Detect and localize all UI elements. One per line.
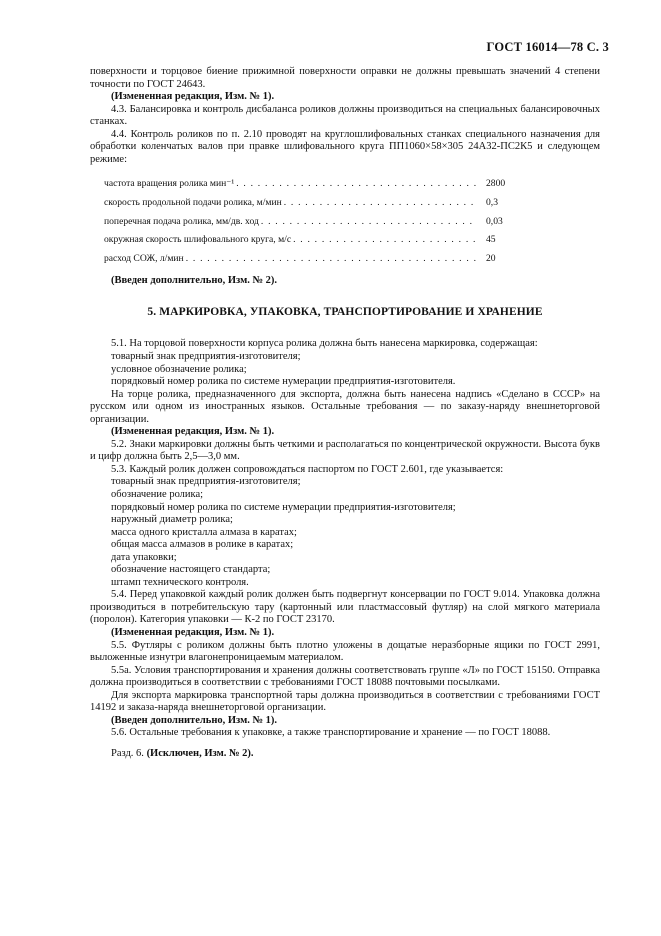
parameter-value: 20 [486,252,496,264]
section-6-prefix: Разд. 6. [111,747,147,759]
parameter-row [104,197,524,216]
parameter-label: частота вращения ролика мин⁻¹ [104,178,235,190]
section-5-paragraph: 5.5а. Условия транспортирования и хранения должны соответствовать группе «Л» по ГОСТ 15150. Отправка должна производиться в соответствии с требованиями ГОСТ 18088 почтовыми посылками. [90,664,600,689]
section-5-paragraph: 5.6. Остальные требования к упаковке, а также транспортирование и хранение — по ГОСТ 18088. [111,727,551,739]
mode-parameters-list [104,178,524,271]
section-5-paragraph: товарный знак предприятия-изготовителя; [111,476,301,488]
section-5-paragraph: 5.5. Футляры с роликом должны быть плотно уложены в дощатые неразборные ящики по ГОСТ 2991, выложенные изнутри влагонепроницаемым материалом. [90,639,600,664]
parameter-row [104,216,524,235]
section-5-paragraph: условное обозначение ролика; [111,363,247,375]
parameter-row [104,234,524,253]
introduced-note: (Введен дополнительно, Изм. № 2). [111,275,278,287]
section-title: 5. МАРКИРОВКА, УПАКОВКА, ТРАНСПОРТИРОВАНИЕ И ХРАНЕНИЕ [147,305,543,318]
section-5-paragraph: масса одного кристалла алмаза в каратах; [111,526,297,538]
section-5-paragraph: (Измененная редакция, Изм. № 1). [111,627,275,639]
document-body [90,66,600,760]
section-4-paragraph: 4.4. Контроль роликов по п. 2.10 проводят на круглошлифовальных станках специального назначения для обработки коленчатых валов при правке шлифовального круга ПП1060×58×305 24А32-ПС2К5 и следующем режиме: [90,128,600,165]
section-4-paragraph: 4.3. Балансировка и контроль дисбаланса роликов должны производиться на специальных балансировочных станках. [90,103,600,128]
parameter-value: 45 [486,234,496,246]
parameter-row [104,253,524,272]
section-5-paragraph: обозначение настоящего стандарта; [111,564,271,576]
parameter-label: окружная скорость шлифовального круга, м/с [104,234,292,246]
section-5-paragraph: (Введен дополнительно, Изм. № 1). [111,714,278,726]
section-5-paragraph: На торце ролика, предназначенного для экспорта, должна быть нанесена надпись «Сделано в СССР» на русском или одном из иностранных языков. Остальные требования — по заказу-наряду внешнеторговой организации. [90,388,600,425]
section-5-paragraph: дата упаковки; [111,551,177,563]
page-header: ГОСТ 16014—78 С. 3 [486,40,609,54]
section-4-paragraph: поверхности и торцовое биение прижимной поверхности оправки не должны превышать значений 4 степени точности по ГОСТ 24643. [90,66,600,90]
parameter-label: поперечная подача ролика, мм/дв. ход [104,215,259,227]
parameter-value: 0,3 [486,196,498,208]
section-5-paragraph: товарный знак предприятия-изготовителя; [111,350,301,362]
leader-dots [284,197,476,210]
section-5-paragraph: обозначение ролика; [111,489,204,500]
parameter-value: 0,03 [486,215,503,227]
section-5-paragraph: (Измененная редакция, Изм. № 1). [111,426,275,438]
leader-dots [186,253,476,266]
section-4-text [90,66,600,166]
section-5-paragraph: наружный диаметр ролика; [111,514,233,526]
section-5-paragraph: порядковый номер ролика по системе нумерации предприятия-изготовителя; [111,501,456,513]
parameter-label: скорость продольной подачи ролика, м/мин [104,196,282,208]
section-5-paragraph: 5.2. Знаки маркировки должны быть четкими и располагаться по концентрической окружности. Высота букв и цифр должна быть 2,5—3,0 мм. [90,438,600,463]
section-5-paragraph: 5.3. Каждый ролик должен сопровождаться паспортом по ГОСТ 2.601, где указывается: [111,463,504,475]
section-5-paragraph: порядковый номер ролика по системе нумерации предприятия-изготовителя. [111,376,456,388]
leader-dots [293,234,476,247]
section-5-paragraph: Для экспорта маркировка транспортной тары должна производиться в соответствии с требованиями ГОСТ 14192 и заказа-наряда внешнеторговой организации. [90,689,600,714]
section-5-paragraph: общая масса алмазов в ролике в каратах; [111,539,294,551]
section-5-paragraph: 5.1. На торцовой поверхности корпуса ролика должна быть нанесена маркировка, содержащая: [111,338,538,350]
leader-dots [261,216,476,229]
parameter-label: расход СОЖ, л/мин [104,252,184,264]
section-5-text [90,338,600,740]
leader-dots [236,178,476,191]
section-5-paragraph: штамп технического контроля. [111,576,249,588]
section-4-paragraph: (Измененная редакция, Изм. № 1). [111,91,275,103]
section-5-paragraph: 5.4. Перед упаковкой каждый ролик должен быть подвергнут консервации по ГОСТ 9.014. Упаковка должна производиться в потребительскую тару (картонный или пластмассовый футляр) на слой мягкого материала (поролон). Категория упаковки — К-2 по ГОСТ 23170. [90,589,600,626]
section-6-excluded: (Исключен, Изм. № 2). [146,747,254,759]
parameter-value: 2800 [486,178,506,190]
parameter-row [104,178,524,197]
section-6-note [90,748,600,761]
